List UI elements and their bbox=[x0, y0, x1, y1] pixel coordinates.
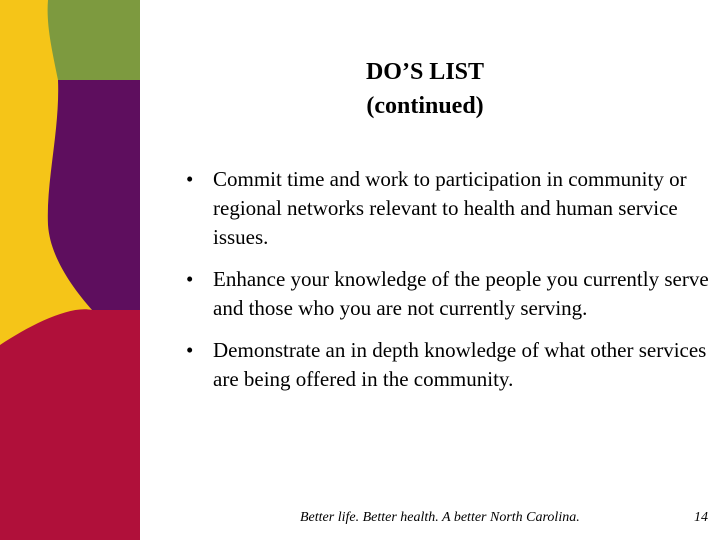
slide-title bbox=[300, 55, 550, 123]
wave-band-graphic bbox=[0, 0, 140, 540]
bullet-text: Enhance your knowledge of the people you currently serve and those who you are not currently serving. bbox=[213, 267, 709, 320]
bullet-item bbox=[186, 336, 716, 394]
title-line-1: DO’S LIST bbox=[365, 59, 485, 85]
bullet-icon: • bbox=[186, 267, 194, 291]
bullet-list bbox=[186, 165, 716, 407]
footer-tagline: Better life. Better health. A better North Carolina. bbox=[300, 510, 580, 525]
bullet-text: Commit time and work to participation in community or regional networks relevant to health and human service issues. bbox=[213, 167, 687, 249]
bullet-icon: • bbox=[186, 338, 194, 362]
page-number: 14 bbox=[694, 510, 708, 525]
bullet-text: Demonstrate an in depth knowledge of what other services are being offered in the community. bbox=[213, 338, 707, 391]
decorative-color-band bbox=[0, 0, 140, 540]
bullet-item bbox=[186, 265, 716, 323]
bullet-item bbox=[186, 165, 716, 252]
bullet-icon: • bbox=[186, 167, 194, 191]
title-line-2: (continued) bbox=[366, 93, 484, 119]
green-band bbox=[48, 0, 140, 80]
